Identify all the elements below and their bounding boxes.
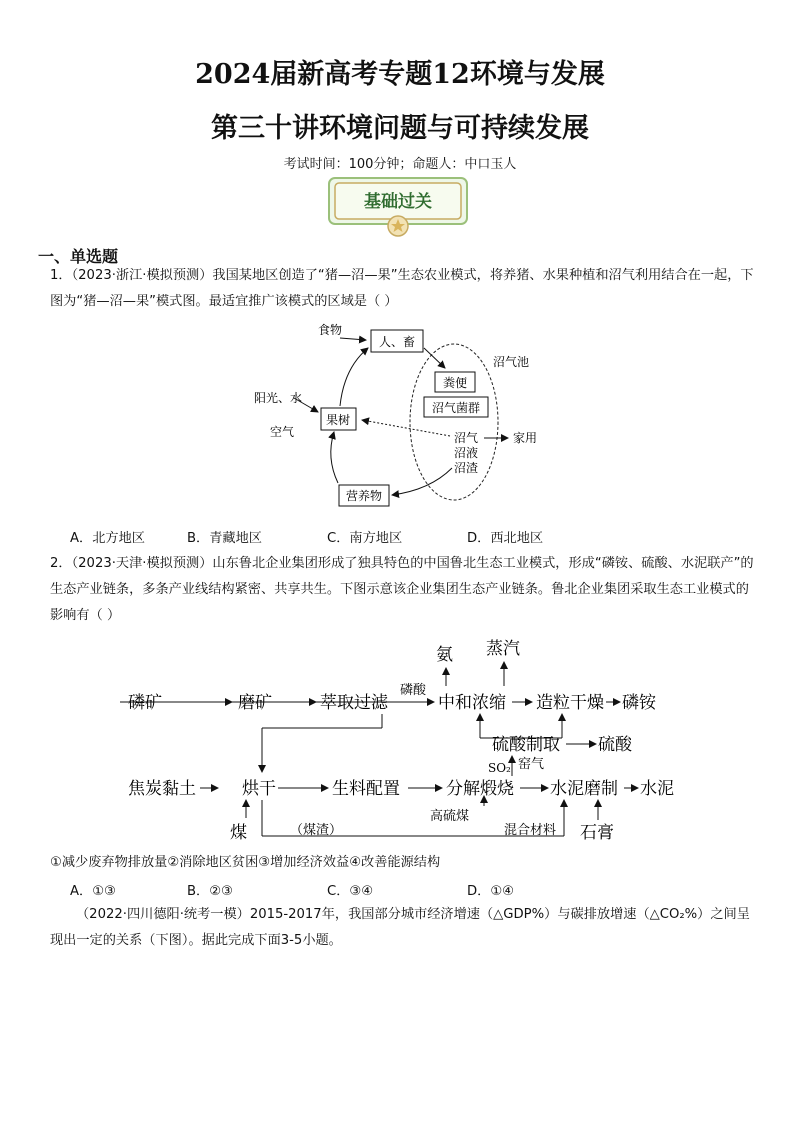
mixed-material-label: 混合材料 xyxy=(504,823,557,838)
granulation-label: 造粒干燥 xyxy=(536,693,604,713)
sulfuric-production-label: 硫酸制取 xyxy=(492,735,560,755)
ammonia-label: 氨 xyxy=(436,645,453,665)
main-title: 2024届新高考专题12环境与发展 xyxy=(195,59,605,90)
food-label: 食物 xyxy=(318,323,343,337)
q2-option-b[interactable]: B．②③ xyxy=(187,884,233,899)
air-label: 空气 xyxy=(270,425,295,439)
slag-label: （煤渣） xyxy=(290,823,343,838)
home-label: 家用 xyxy=(513,431,538,445)
drying-label: 烘干 xyxy=(242,779,276,799)
neutralization-label: 中和浓缩 xyxy=(438,693,506,713)
q2-option-c[interactable]: C．③④ xyxy=(327,884,374,899)
biogas-pool-outline xyxy=(410,344,498,500)
q1-option-b[interactable]: B．青藏地区 xyxy=(187,531,262,546)
calcination-label: 分解煅烧 xyxy=(446,779,514,799)
gas-label: 沼气 xyxy=(454,431,479,445)
bacteria-label: 沼气菌群 xyxy=(431,401,481,415)
sub-title: 第三十讲环境问题与可持续发展 xyxy=(211,113,589,144)
fruit-tree-label: 果树 xyxy=(325,413,351,427)
q1-option-a[interactable]: A．北方地区 xyxy=(70,531,145,546)
section-heading: 一、单选题 xyxy=(38,247,119,266)
tail-gas-label: 窑气 xyxy=(518,757,545,772)
q2-option-a[interactable]: A．①③ xyxy=(70,884,116,899)
badge-label: 基础过关 xyxy=(364,192,432,212)
section-badge xyxy=(327,176,469,238)
question-1-text: 1．（2023·浙江·模拟预测）我国某地区创造了“猪—沼—果”生态农业模式，将养猪、水果种植和沼气利用结合在一起，下图为“猪—沼—果”模式图。最适宜推广该模式的区域是（ ） xyxy=(50,268,754,309)
phosphoric-acid-label: 磷酸 xyxy=(400,683,427,698)
exam-meta: 考试时间：100分钟；命题人：中口玉人 xyxy=(283,157,517,172)
q2-option-d[interactable]: D．①④ xyxy=(467,884,514,899)
raw-mix-label: 生料配置 xyxy=(332,779,400,799)
manure-label: 粪便 xyxy=(442,376,468,390)
people-label: 人、畜 xyxy=(378,335,416,349)
q1-option-d[interactable]: D．西北地区 xyxy=(467,531,544,546)
question-2-statements: ①减少废弃物排放量②消除地区贫困③增加经济效益④改善能源结构 xyxy=(50,855,441,870)
phosphate-ore-label: 磷矿 xyxy=(128,693,162,713)
nutrients-label: 营养物 xyxy=(345,489,383,503)
coal-label: 煤 xyxy=(230,823,247,843)
cement-label: 水泥 xyxy=(640,779,674,799)
extraction-label: 萃取过滤 xyxy=(320,693,388,713)
residue-label: 沼渣 xyxy=(454,461,479,475)
question-3-intro: （2022·四川德阳·统考一模）2015-2017年，我国部分城市经济增速（△GDP%）与碳排放增速（△CO₂%）之间呈现出一定的关系（下图）。据此完成下面3-5小题。 xyxy=(50,907,750,948)
question-2-text: 2．（2023·天津·模拟预测）山东鲁北企业集团形成了独具特色的中国鲁北生态工业模式，形成“磷铵、硫酸、水泥联产”的生态产业链条，多条产业线结构紧密、共享共生。下图示意该企业集团生态产业链条。鲁北企业集团采取生态工业模式的影响有（ ） xyxy=(50,556,754,623)
sun-water-label: 阳光、水 xyxy=(254,391,303,405)
so2-label: SO₂ xyxy=(488,761,511,775)
sulfuric-acid-label: 硫酸 xyxy=(598,735,632,755)
eco-industrial-chain-diagram xyxy=(120,630,680,845)
cement-grinding-label: 水泥磨制 xyxy=(550,779,618,799)
high-sulfur-coal-label: 高硫煤 xyxy=(430,809,470,824)
biogas-pool-label: 沼气池 xyxy=(493,355,530,369)
steam-label: 蒸汽 xyxy=(486,639,520,659)
q1-option-c[interactable]: C．南方地区 xyxy=(327,531,403,546)
coke-clay-label: 焦炭黏土 xyxy=(128,779,196,799)
pig-biogas-fruit-diagram xyxy=(240,318,560,514)
grinding-label: 磨矿 xyxy=(238,693,272,713)
ammonium-phosphate-label: 磷铵 xyxy=(622,693,656,713)
liquid-label: 沼液 xyxy=(454,446,479,460)
gypsum-label: 石膏 xyxy=(580,823,614,843)
